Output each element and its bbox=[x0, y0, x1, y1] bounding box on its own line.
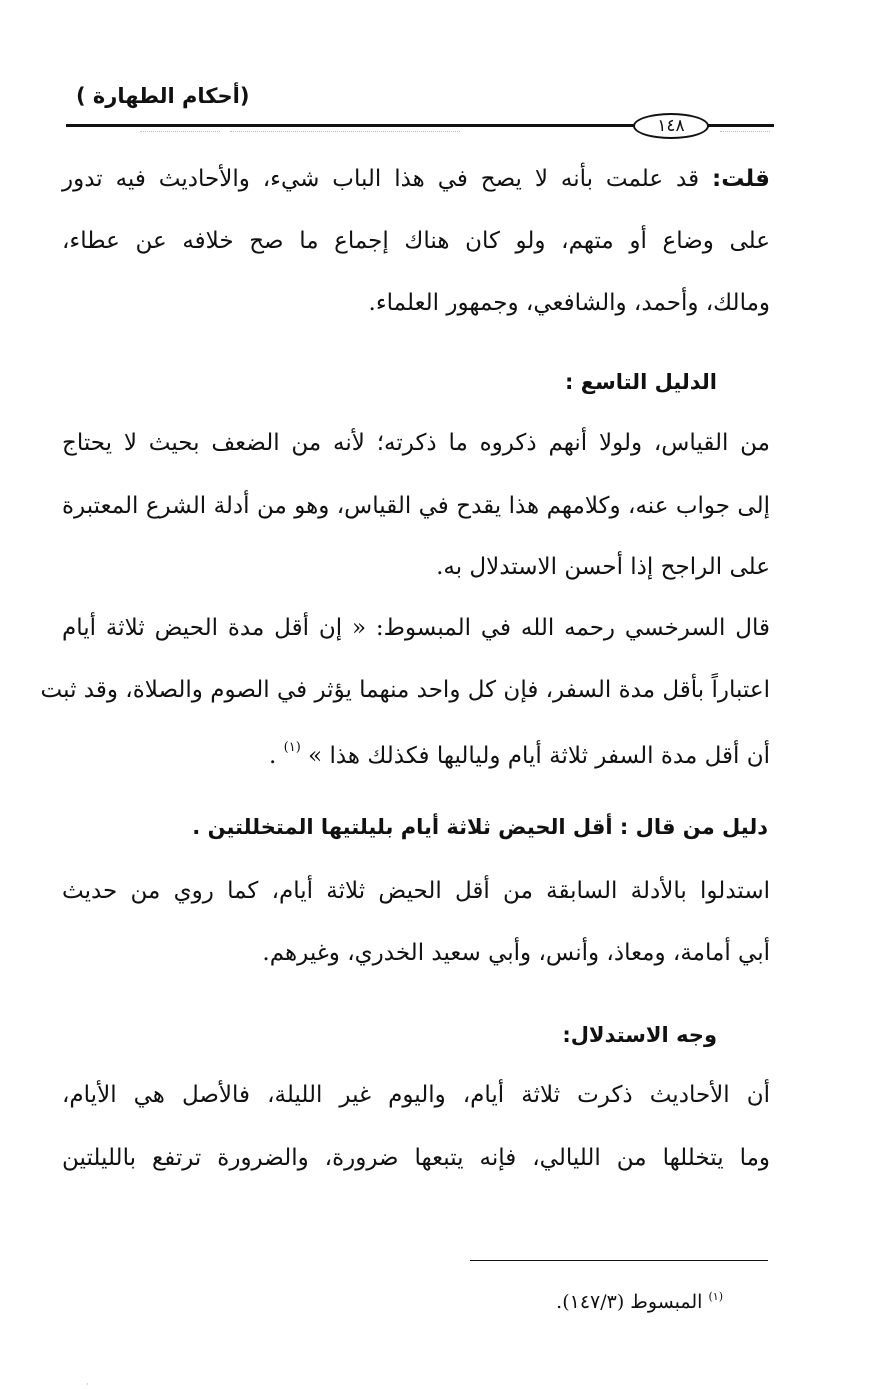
paragraph-1-line-3: ومالك، وأحمد، والشافعي، وجمهور العلماء. bbox=[368, 290, 770, 316]
print-speckle bbox=[230, 131, 460, 133]
section-heading-inference: وجه الاستدلال: bbox=[562, 1023, 717, 1047]
quote-end-text: أن أقل مدة السفر ثلاثة أيام ولياليها فكذلك هذا » bbox=[308, 743, 770, 769]
footnote-separator bbox=[470, 1260, 768, 1261]
footnote-text: المبسوط (١٤٧/٣). bbox=[556, 1291, 709, 1313]
paragraph-1-line-2: على وضاع أو متهم، ولو كان هناك إجماع ما صح خلافه عن عطاء، bbox=[62, 228, 770, 254]
page-number-badge bbox=[633, 113, 709, 139]
paragraph-1-line-1-text: قد علمت بأنه لا يصح في هذا الباب شيء، والأحاديث فيه تدور bbox=[62, 166, 712, 192]
scan-artifact: · bbox=[86, 1380, 89, 1389]
paragraph-5-line-2: وما يتخللها من الليالي، فإنه يتبعها ضرورة، والضرورة ترتفع بالليلتين bbox=[62, 1145, 770, 1171]
paragraph-2-line-2: إلى جواب عنه، وكلامهم هذا يقدح في القياس، وهو من أدلة الشرع المعتبرة bbox=[62, 493, 770, 519]
paragraph-2-line-1: من القياس، ولولا أنهم ذكروه ما ذكرته؛ لأنه من الضعف بحيث لا يحتاج bbox=[62, 430, 770, 456]
header-rule-left bbox=[66, 124, 634, 127]
paragraph-3-line-3 bbox=[62, 740, 770, 769]
page-number: ١٤٨ bbox=[657, 116, 685, 136]
paragraph-1-lead: قلت: bbox=[712, 166, 770, 192]
paragraph-1-line-1 bbox=[62, 166, 770, 192]
paragraph-3-line-1: قال السرخسي رحمه الله في المبسوط: « إن أقل مدة الحيض ثلاثة أيام bbox=[62, 615, 770, 641]
paragraph-3-line-2: اعتباراً بأقل مدة السفر، فإن كل واحد منهما يؤثر في الصوم والصلاة، وقد ثبت bbox=[40, 677, 770, 703]
paragraph-4-line-2: أبي أمامة، ومعاذ، وأنس، وأبي سعيد الخدري، وغيرهم. bbox=[262, 940, 770, 966]
paragraph-2-line-3: على الراجح إذا أحسن الاستدلال به. bbox=[436, 554, 770, 580]
quote-end-period: . bbox=[269, 743, 284, 769]
section-heading-second-opinion: دليل من قال : أقل الحيض ثلاثة أيام بليلتيها المتخللتين . bbox=[192, 815, 768, 839]
paragraph-4-line-1: استدلوا بالأدلة السابقة من أقل الحيض ثلاثة أيام، كما روي من حديث bbox=[62, 878, 770, 904]
running-title: (أحكام الطهارة ) bbox=[76, 84, 250, 108]
print-speckle bbox=[140, 131, 220, 133]
header-rule-right bbox=[708, 124, 774, 127]
footnote bbox=[556, 1290, 723, 1313]
section-heading-ninth-evidence: الدليل التاسع : bbox=[565, 370, 717, 394]
footnote-reference: (١) bbox=[283, 740, 301, 755]
paragraph-5-line-1: أن الأحاديث ذكرت ثلاثة أيام، واليوم غير الليلة، فالأصل هي الأيام، bbox=[62, 1082, 770, 1108]
footnote-marker: (١) bbox=[708, 1290, 723, 1303]
print-speckle bbox=[720, 131, 770, 133]
